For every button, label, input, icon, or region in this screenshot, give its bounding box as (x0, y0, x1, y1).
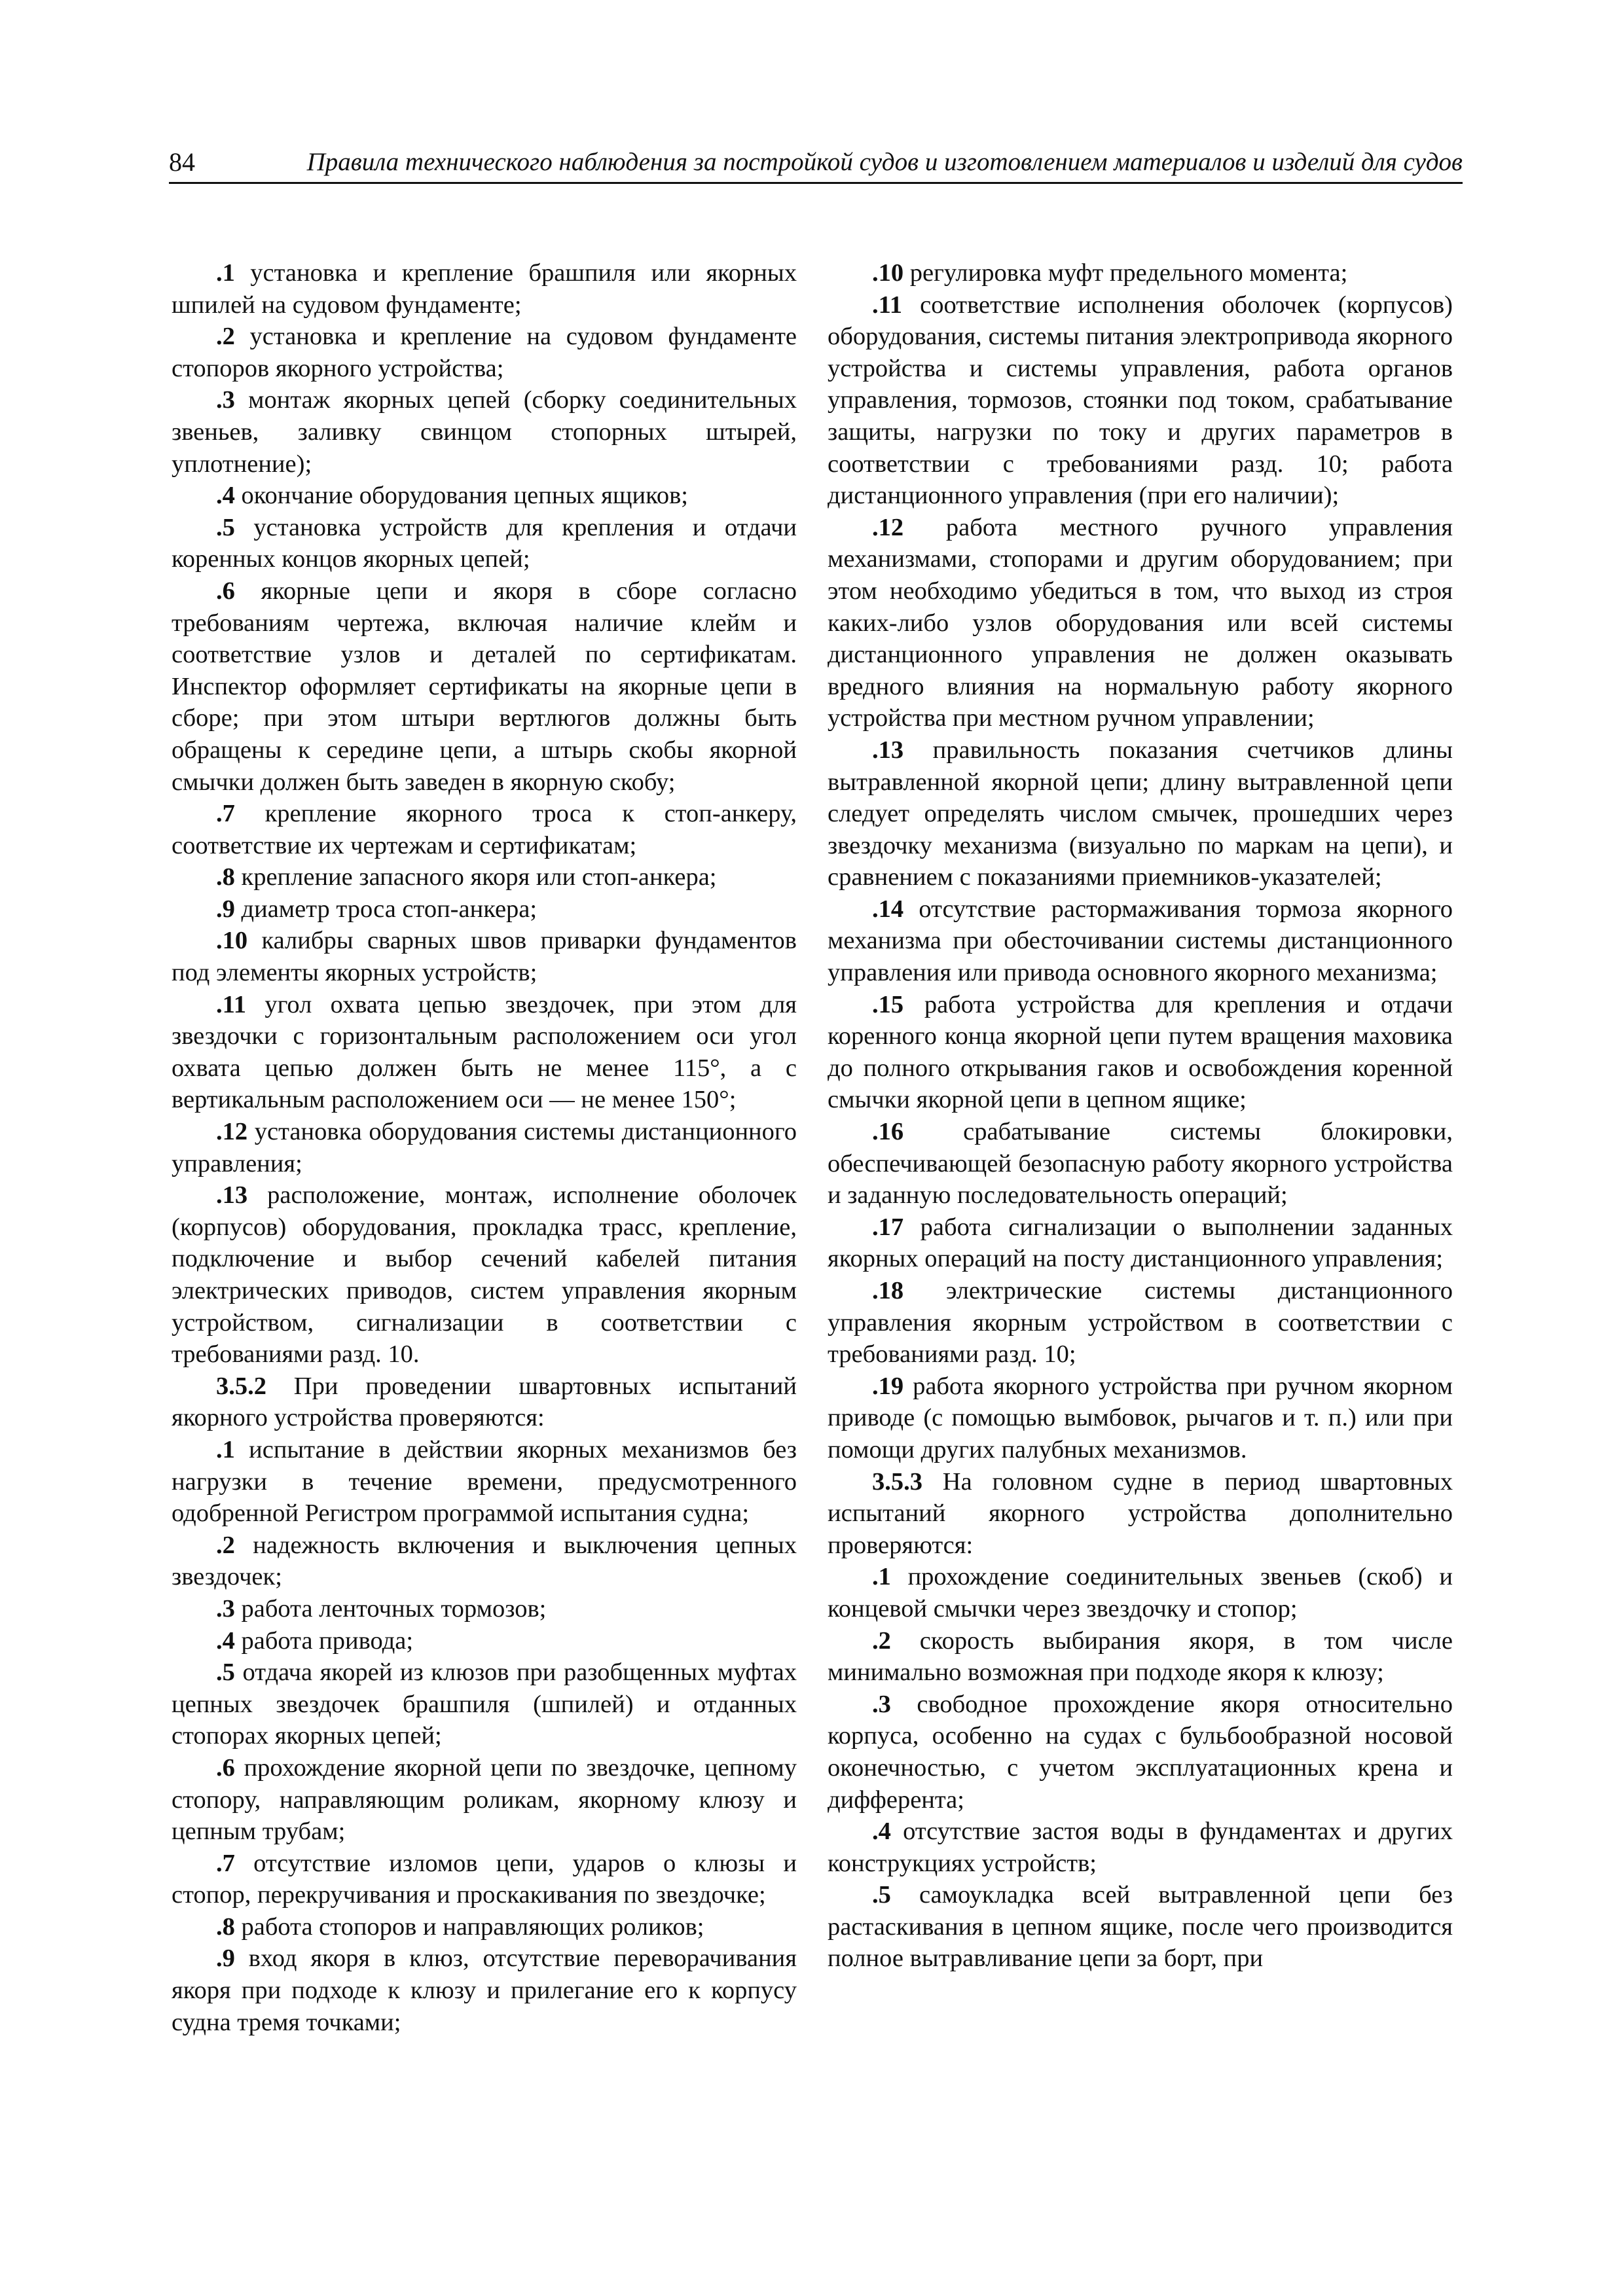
item-number: .2 (872, 1626, 891, 1655)
item-text: При проведении швартовных испытаний якорного устройства проверяются: (172, 1372, 797, 1432)
list-item (172, 893, 797, 925)
item-text: отдача якорей из клюзов при разобщенных муфтах цепных звездочек брашпиля (шпилей) и отданных стопорах якорных цепей; (172, 1659, 797, 1750)
item-number: .17 (872, 1213, 904, 1241)
list-item (828, 1689, 1453, 1816)
item-number: .19 (872, 1372, 904, 1400)
item-text: работа стопоров и направляющих роликов; (234, 1912, 704, 1941)
item-number: .3 (872, 1690, 891, 1718)
item-number: .8 (216, 863, 235, 891)
list-item (828, 734, 1453, 893)
item-number: .12 (872, 513, 904, 541)
item-text: расположение, монтаж, исполнение оболочек (корпусов) оборудования, прокладка трасс, крепление, подключение и выбор сечений кабелей питания электрических приводов, систем управления якорным устройством, сигнализации в соответствии с требованиями разд. 10. (172, 1181, 797, 1369)
item-number: .2 (216, 1531, 235, 1559)
item-number: .7 (216, 1849, 235, 1877)
item-text: установка оборудования системы дистанционного управления; (172, 1118, 797, 1177)
item-number: .9 (216, 895, 235, 923)
item-number: .4 (216, 1626, 235, 1655)
item-number: .18 (872, 1277, 904, 1304)
item-number: .1 (872, 1563, 891, 1591)
item-number: .4 (216, 482, 235, 510)
item-text: скорость выбирания якоря, в том числе минимально возможная при подходе якоря к клюзу; (828, 1626, 1453, 1687)
item-number: .4 (872, 1818, 891, 1846)
item-number: .11 (216, 990, 247, 1018)
item-text: вход якоря в клюз, отсутствие переворачивания якоря при подходе к клюзу и прилегание его к корпусу судна тремя точками; (172, 1945, 797, 2036)
list-item (172, 1116, 797, 1179)
running-title: Правила технического наблюдения за постройкой судов и изготовлением материалов и изделий для судов (306, 148, 1463, 176)
item-number: .3 (216, 386, 235, 414)
list-item (172, 989, 797, 1116)
list-item (172, 798, 797, 861)
item-text: срабатывание системы блокировки, обеспечивающей безопасную работу якорного устройства и заданную последовательность операций; (828, 1118, 1453, 1210)
item-text: прохождение соединительных звеньев (скоб) и концевой смычки через звездочку и стопор; (828, 1563, 1453, 1623)
item-text: работа привода; (234, 1626, 414, 1655)
item-text: крепление якорного троса к стоп-анкеру, соответствие их чертежам и сертификатам; (172, 800, 797, 859)
item-number: .5 (216, 513, 235, 541)
list-item (172, 384, 797, 480)
list-item (172, 1530, 797, 1593)
item-text: работа сигнализации о выполнении заданных якорных операций на посту дистанционного управления; (828, 1213, 1453, 1273)
list-item (172, 512, 797, 575)
item-number: 3.5.3 (872, 1467, 922, 1496)
item-text: монтаж якорных цепей (сборку соединительных звеньев, заливку свинцом стопорных штырей, уплотнение); (172, 386, 797, 478)
list-item (172, 257, 797, 321)
item-number: .6 (216, 1753, 235, 1782)
list-item (828, 1561, 1453, 1624)
item-number: .3 (216, 1594, 235, 1623)
item-text: испытание в действии якорных механизмов без нагрузки в течение времени, предусмотренного одобренной Регистром программой испытания судна; (172, 1435, 797, 1528)
item-text: угол охвата цепью звездочек, при этом для звездочки с горизонтальным расположением оси угол охвата цепью должен быть не менее 115°, а с вертикальным расположением оси — не менее 150°; (172, 990, 797, 1114)
item-number: .5 (216, 1659, 235, 1687)
item-text: работа ленточных тормозов; (234, 1594, 547, 1623)
item-number: .15 (872, 990, 904, 1018)
item-number: .10 (872, 259, 904, 287)
list-item (828, 1625, 1453, 1689)
item-text: окончание оборудования цепных ящиков; (234, 482, 688, 510)
item-text: крепление запасного якоря или стоп-анкера; (234, 863, 717, 891)
item-number: .8 (216, 1912, 235, 1941)
item-number: .5 (872, 1881, 891, 1909)
item-number: .2 (216, 323, 235, 351)
item-text: калибры сварных швов приварки фундаментов под элементы якорных устройств; (172, 927, 797, 987)
list-item (828, 893, 1453, 989)
item-number: .6 (216, 577, 235, 605)
item-text: регулировка муфт предельного момента; (903, 259, 1348, 287)
item-number: .7 (216, 800, 235, 828)
item-text: соответствие исполнения оболочек (корпусов) оборудования, системы питания электропривода якорного устройства и системы управления, работа органов управления, тормозов, стоянки под током, срабатывание защиты, нагрузки по току и других параметров в соответствии с требованиями разд. 10; работа дистанционного управления (при его наличии); (828, 291, 1453, 510)
list-item (828, 1816, 1453, 1879)
list-item (828, 289, 1453, 512)
item-number: .9 (216, 1945, 235, 1973)
list-item (828, 1116, 1453, 1211)
list-item (828, 1211, 1453, 1275)
item-text: работа местного ручного управления механизмами, стопорами и другим оборудованием; при этом необходимо убедиться в том, что выход из строя каких-либо узлов оборудования или всей системы дистанционного управления не должен оказывать вредного влияния на нормальную работу якорного устройства при местном ручном управлении; (828, 513, 1453, 732)
item-number: .1 (216, 1435, 235, 1463)
list-item (172, 575, 797, 798)
item-text: диаметр троса стоп-анкера; (234, 895, 538, 923)
item-number: .14 (872, 895, 904, 923)
item-text: самоукладка всей вытравленной цепи без растаскивания в цепном ящике, после чего производится полное вытравливание цепи за борт, при (828, 1881, 1453, 1973)
item-text: надежность включения и выключения цепных звездочек; (172, 1531, 797, 1591)
item-text: правильность показания счетчиков длины вытравленной якорной цепи; длину вытравленной цепи следует определять числом смычек, прошедших через звездочку механизма (визуально по маркам на цепи), и сравнением с показаниями приемников-указателей; (828, 736, 1453, 891)
item-number: .13 (216, 1181, 248, 1210)
list-item (172, 1848, 797, 1911)
list-item (172, 1625, 797, 1657)
list-item (828, 1371, 1453, 1466)
list-item (828, 1879, 1453, 1975)
item-text: установка устройств для крепления и отдачи коренных концов якорных цепей; (172, 513, 797, 573)
item-number: 3.5.2 (216, 1372, 266, 1400)
item-text: отсутствие изломов цепи, ударов о клюзы и стопор, перекручивания и проскакивания по звездочке; (172, 1849, 797, 1909)
item-text: установка и крепление брашпиля или якорных шпилей на судовом фундаменте; (172, 259, 797, 319)
item-text: отсутствие застоя воды в фундаментах и других конструкциях устройств; (828, 1818, 1453, 1877)
item-text: На головном судне в период швартовных испытаний якорного устройства дополнительно проверяются: (828, 1467, 1453, 1559)
list-item (172, 1434, 797, 1530)
list-item (172, 1657, 797, 1752)
list-item (172, 321, 797, 384)
list-item (172, 925, 797, 988)
list-item (828, 989, 1453, 1116)
item-number: .13 (872, 736, 904, 764)
list-item (172, 1371, 797, 1434)
item-number: .12 (216, 1118, 248, 1146)
list-item (172, 480, 797, 512)
list-item (172, 1752, 797, 1848)
item-text: установка и крепление на судовом фундаменте стопоров якорного устройства; (172, 323, 797, 382)
list-item (828, 257, 1453, 289)
list-item (172, 1593, 797, 1625)
item-number: .10 (216, 927, 248, 955)
list-item (172, 1179, 797, 1371)
item-number: .16 (872, 1118, 904, 1146)
list-item (828, 1275, 1453, 1371)
item-text: якорные цепи и якоря в сборе согласно требованиям чертежа, включая наличие клейм и соответствие узлов и деталей по сертификатам. Инспектор оформляет сертификаты на якорные цепи в сборе; при этом штыри вертлюгов должны быть обращены к середине цепи, а штырь скобы якорной смычки должен быть заведен в якорную скобу; (172, 577, 797, 796)
item-text: свободное прохождение якоря относительно корпуса, особенно на судах с бульбообразной носовой оконечностью, с учетом эксплуатационных крена и дифферента; (828, 1690, 1453, 1814)
left-column (172, 257, 797, 2038)
item-text: электрические системы дистанционного управления якорным устройством в соответствии с требованиями разд. 10; (828, 1277, 1453, 1369)
list-item (828, 1466, 1453, 1562)
page-number: 84 (169, 147, 195, 177)
list-item (172, 1911, 797, 1943)
item-number: .1 (216, 259, 235, 287)
item-text: работа якорного устройства при ручном якорном приводе (с помощью вымбовок, рычагов и т. п.) или при помощи других палубных механизмов. (828, 1372, 1453, 1463)
item-text: прохождение якорной цепи по звездочке, цепному стопору, направляющим роликам, якорному клюзу и цепным трубам; (172, 1753, 797, 1846)
item-number: .11 (872, 291, 903, 319)
right-column (828, 257, 1453, 1975)
item-text: отсутствие растормаживания тормоза якорного механизма при обесточивании системы дистанционного управления или привода основного якорного механизма; (828, 895, 1453, 987)
list-item (828, 512, 1453, 734)
list-item (172, 861, 797, 893)
page-header (169, 145, 1463, 184)
list-item (172, 1943, 797, 2038)
item-text: работа устройства для крепления и отдачи коренного конца якорной цепи путем вращения маховика до полного открывания гаков и освобождения коренной смычки якорной цепи в цепном ящике; (828, 990, 1453, 1114)
